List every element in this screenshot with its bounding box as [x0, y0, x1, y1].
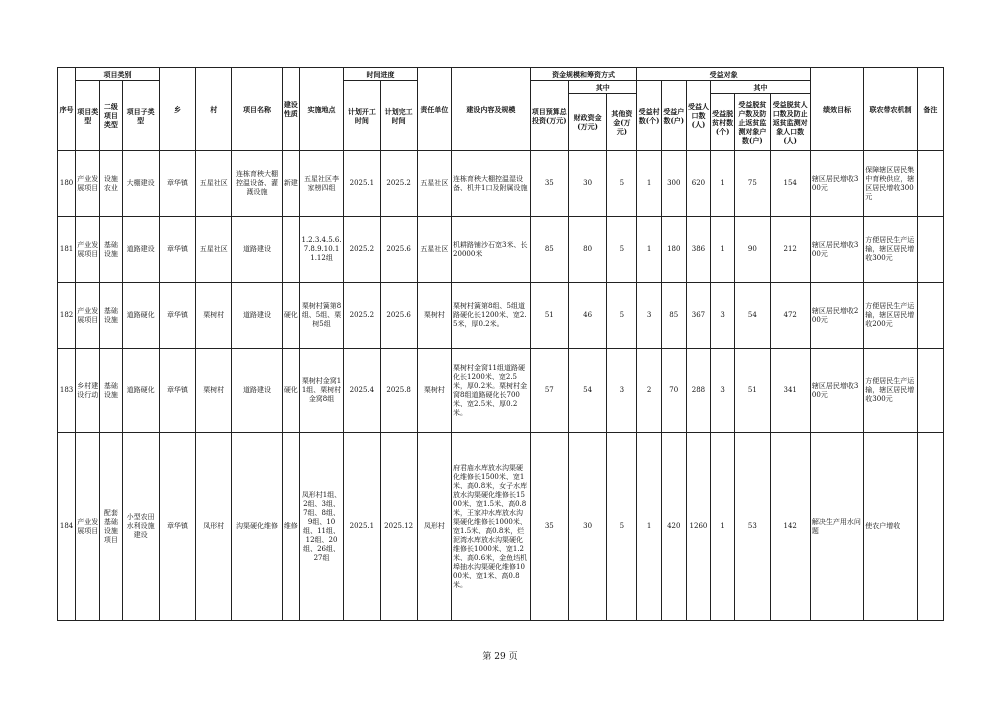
cell-fiscal: 30 — [568, 433, 606, 621]
cell-population: 288 — [686, 349, 710, 433]
header-of-which-2: 其中 — [711, 81, 811, 94]
cell-end: 2025.8 — [380, 349, 417, 433]
header-planned-end: 计划完工时间 — [380, 81, 417, 151]
cell-type: 产业发展项目 — [76, 433, 100, 621]
cell-p-population: 472 — [770, 283, 810, 349]
cell-p-population: 341 — [770, 349, 810, 433]
cell-type: 产业发展项目 — [76, 217, 100, 283]
cell-other: 5 — [607, 217, 637, 283]
cell-villages: 1 — [637, 433, 661, 621]
cell-p-households: 53 — [735, 433, 770, 621]
cell-goal: 解决生产用水问题 — [810, 433, 863, 621]
cell-mechanism: 方便居民生产运输，辖区居民增收300元 — [864, 217, 917, 283]
table-row — [58, 349, 944, 433]
cell-remark — [917, 151, 943, 217]
cell-population: 367 — [686, 283, 710, 349]
cell-seq: 180 — [58, 151, 76, 217]
cell-township: 章华镇 — [159, 433, 195, 621]
cell-location: 凤形村1组、2组、3组、7组、8组、9组、10组、11组、12组、20组、26组、27组 — [299, 433, 343, 621]
cell-fiscal: 46 — [568, 283, 606, 349]
header-poverty-population: 受益脱贫人口数及防止返贫监测对象人口数(人) — [770, 94, 810, 151]
header-other-funds: 其他资金(万元) — [607, 94, 637, 151]
cell-sub: 大棚建设 — [122, 151, 159, 217]
header-location: 实施地点 — [299, 68, 343, 151]
cell-p-villages: 1 — [711, 217, 735, 283]
cell-villages: 2 — [637, 349, 661, 433]
cell-remark — [917, 433, 943, 621]
cell-township: 章华镇 — [159, 349, 195, 433]
cell-goal: 辖区居民增收300元 — [810, 217, 863, 283]
cell-total: 85 — [530, 217, 568, 283]
header-township: 乡 — [159, 68, 195, 151]
header-poverty-households: 受益脱贫户数及防止返贫监测对象户数(户) — [735, 94, 770, 151]
header-project-type: 项目类型 — [76, 81, 100, 151]
cell-name: 道路建设 — [232, 349, 282, 433]
cell-p-households: 90 — [735, 217, 770, 283]
header-seq: 序号 — [58, 68, 76, 151]
header-performance-goal: 绩效目标 — [810, 68, 863, 151]
cell-p-households: 54 — [735, 283, 770, 349]
header-poverty-villages: 受益脱贫村数(个) — [711, 94, 735, 151]
cell-secondary: 基础设施 — [100, 349, 122, 433]
cell-households: 70 — [661, 349, 686, 433]
cell-start: 2025.2 — [344, 283, 380, 349]
cell-nature: 硬化 — [282, 283, 299, 349]
cell-villages: 1 — [637, 217, 661, 283]
cell-seq: 182 — [58, 283, 76, 349]
cell-total: 35 — [530, 151, 568, 217]
table-row — [58, 433, 944, 621]
cell-name: 连栋育秧大棚控温设备、灌溉设施 — [232, 151, 282, 217]
cell-remark — [917, 283, 943, 349]
cell-start: 2025.4 — [344, 349, 380, 433]
table-row — [58, 151, 944, 217]
cell-type: 产业发展项目 — [76, 283, 100, 349]
cell-other: 5 — [607, 433, 637, 621]
header-schedule: 时间进度 — [344, 68, 418, 81]
header-project-category: 项目类别 — [76, 68, 160, 81]
header-benefit-villages: 受益村数(个) — [637, 81, 661, 151]
cell-total: 57 — [530, 349, 568, 433]
cell-start: 2025.1 — [344, 433, 380, 621]
cell-population: 386 — [686, 217, 710, 283]
project-table — [57, 67, 944, 621]
cell-content: 栗树村簧第8组、5组道路硬化长1200米、宽2.5米，厚0.2米。 — [452, 283, 531, 349]
cell-p-villages: 3 — [711, 283, 735, 349]
cell-secondary: 配套基础设施项目 — [100, 433, 122, 621]
cell-village: 凤形村 — [196, 433, 232, 621]
cell-content: 府君庙水库放水沟渠硬化维修长1500米、宽1米、高0.8米，女子水库放水沟渠硬化维修长1500米、宽1.5米、高0.8米，王家冲水库放水沟渠硬化维修长1000米、宽1.5米、高0.8米，烂泥湾水库放水沟渠硬化维修长1000米、宽1.2米、高0.6米，金鱼垱机埠抽水沟渠硬化维修1000米、宽1米、高0.8米。 — [452, 433, 531, 621]
cell-name: 沟渠硬化维修 — [232, 433, 282, 621]
cell-location: 1.2.3.4.5.6.7.8.9.10.11.12组 — [299, 217, 343, 283]
cell-end: 2025.12 — [380, 433, 417, 621]
cell-start: 2025.1 — [344, 151, 380, 217]
cell-township: 章华镇 — [159, 283, 195, 349]
cell-fiscal: 54 — [568, 349, 606, 433]
header-linkage-mechanism: 联农带农机制 — [864, 68, 917, 151]
cell-unit: 栗树村 — [417, 283, 451, 349]
cell-mechanism: 保障辖区居民集中育秧供应，辖区居民增收300元 — [864, 151, 917, 217]
cell-p-villages: 3 — [711, 349, 735, 433]
table-row — [58, 283, 944, 349]
cell-p-households: 75 — [735, 151, 770, 217]
cell-location: 栗树村簧第8组、5组、栗树5组 — [299, 283, 343, 349]
cell-end: 2025.6 — [380, 283, 417, 349]
cell-secondary: 设施农业 — [100, 151, 122, 217]
cell-goal: 辖区居民增收300元 — [810, 349, 863, 433]
header-village: 村 — [196, 68, 232, 151]
cell-fiscal: 30 — [568, 151, 606, 217]
cell-content: 栗树村金窝11组道路硬化长1200米、宽2.5米，厚0.2米。栗树村金窝8组道路硬化长700米、宽2.5米、厚0.2米。 — [452, 349, 531, 433]
cell-total: 51 — [530, 283, 568, 349]
header-secondary-type: 二级项目类型 — [100, 81, 122, 151]
cell-seq: 181 — [58, 217, 76, 283]
page-number: 第 29 页 — [482, 652, 518, 662]
cell-population: 620 — [686, 151, 710, 217]
cell-remark — [917, 217, 943, 283]
cell-content: 机耕路铺沙石宽3米、长20000米 — [452, 217, 531, 283]
cell-goal: 辖区居民增收300元 — [810, 151, 863, 217]
header-sub-type: 项目子类型 — [122, 81, 159, 151]
cell-location: 五星社区李家榜四组 — [299, 151, 343, 217]
cell-type: 产业发展项目 — [76, 151, 100, 217]
cell-sub: 道路硬化 — [122, 283, 159, 349]
cell-name: 道路建设 — [232, 217, 282, 283]
header-benefit-households: 受益户数(户) — [661, 81, 686, 151]
cell-seq: 183 — [58, 349, 76, 433]
cell-secondary: 基础设施 — [100, 283, 122, 349]
cell-p-population: 212 — [770, 217, 810, 283]
cell-village: 五星社区 — [196, 217, 232, 283]
cell-other: 3 — [607, 349, 637, 433]
cell-village: 栗树村 — [196, 349, 232, 433]
header-benefit-population: 受益人口数(人) — [686, 81, 710, 151]
cell-unit: 五星社区 — [417, 217, 451, 283]
header-content-scale: 建设内容及规模 — [452, 68, 531, 151]
cell-location: 栗树村金窝11组、栗树村金窝8组 — [299, 349, 343, 433]
cell-p-villages: 1 — [711, 151, 735, 217]
cell-sub: 道路硬化 — [122, 349, 159, 433]
cell-population: 1260 — [686, 433, 710, 621]
cell-mechanism: 方便居民生产运输，辖区居民增收300元 — [864, 349, 917, 433]
cell-village: 五星社区 — [196, 151, 232, 217]
header-total-investment: 项目预算总投资(万元) — [530, 81, 568, 151]
header-fiscal-funds: 财政资金(万元) — [568, 94, 606, 151]
cell-name: 道路建设 — [232, 283, 282, 349]
header-responsible-unit: 责任单位 — [417, 68, 451, 151]
cell-other: 5 — [607, 151, 637, 217]
cell-content: 连栋育秧大棚控温湿设备、机井1口及附属设施 — [452, 151, 531, 217]
header-project-name: 项目名称 — [232, 68, 282, 151]
cell-nature: 硬化 — [282, 349, 299, 433]
cell-mechanism: 方便居民生产运输，辖区居民增收200元 — [864, 283, 917, 349]
cell-secondary: 基础设施 — [100, 217, 122, 283]
table-row — [58, 217, 944, 283]
header-funding: 资金规模和筹资方式 — [530, 68, 637, 81]
cell-p-population: 142 — [770, 433, 810, 621]
cell-households: 300 — [661, 151, 686, 217]
cell-p-villages: 1 — [711, 433, 735, 621]
cell-p-population: 154 — [770, 151, 810, 217]
cell-end: 2025.2 — [380, 151, 417, 217]
header-planned-start: 计划开工时间 — [344, 81, 380, 151]
cell-unit: 五星社区 — [417, 151, 451, 217]
cell-total: 35 — [530, 433, 568, 621]
cell-other: 5 — [607, 283, 637, 349]
cell-goal: 辖区居民增收200元 — [810, 283, 863, 349]
cell-unit: 栗树村 — [417, 349, 451, 433]
header-remarks: 备注 — [917, 68, 943, 151]
cell-sub: 小型农田水利设施建设 — [122, 433, 159, 621]
cell-township: 章华镇 — [159, 151, 195, 217]
cell-sub: 道路建设 — [122, 217, 159, 283]
header-of-which: 其中 — [568, 81, 637, 94]
cell-fiscal: 80 — [568, 217, 606, 283]
header-construction-nature: 建设性质 — [282, 68, 299, 151]
cell-unit: 凤形村 — [417, 433, 451, 621]
cell-nature: 维修 — [282, 433, 299, 621]
cell-nature — [282, 217, 299, 283]
cell-households: 180 — [661, 217, 686, 283]
cell-seq: 184 — [58, 433, 76, 621]
header-beneficiaries: 受益对象 — [637, 68, 810, 81]
cell-p-households: 51 — [735, 349, 770, 433]
cell-households: 420 — [661, 433, 686, 621]
cell-remark — [917, 349, 943, 433]
cell-mechanism: 使农户增收 — [864, 433, 917, 621]
cell-nature: 新建 — [282, 151, 299, 217]
cell-village: 栗树村 — [196, 283, 232, 349]
cell-type: 乡村建设行动 — [76, 349, 100, 433]
cell-households: 85 — [661, 283, 686, 349]
cell-township: 章华镇 — [159, 217, 195, 283]
cell-end: 2025.6 — [380, 217, 417, 283]
cell-villages: 3 — [637, 283, 661, 349]
cell-villages: 1 — [637, 151, 661, 217]
cell-start: 2025.2 — [344, 217, 380, 283]
